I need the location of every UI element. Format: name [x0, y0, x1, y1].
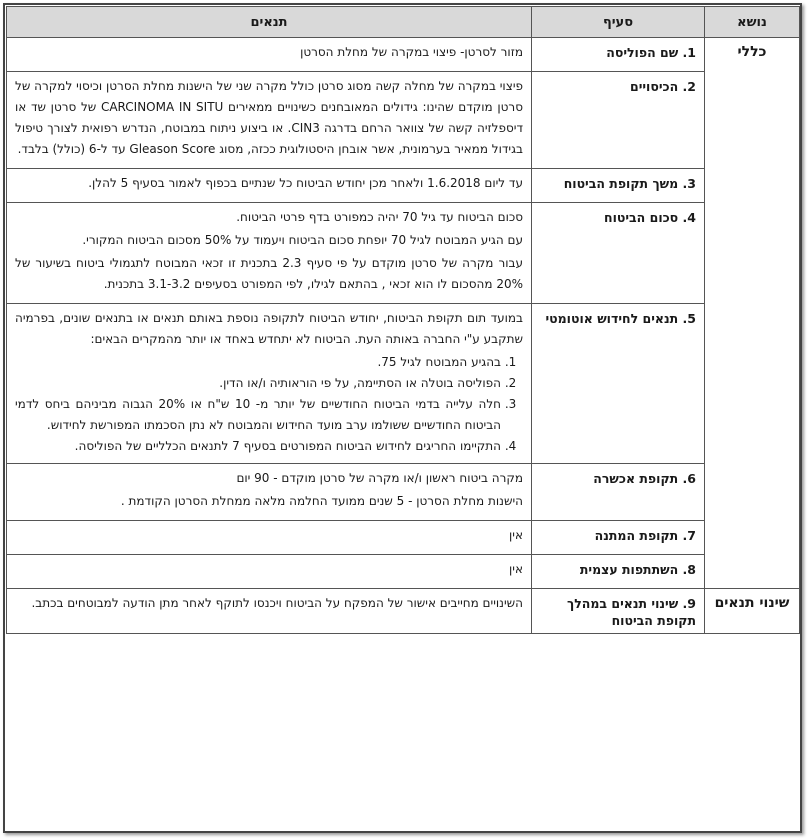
- conditions-text: מקרה ביטוח ראשון ו/או מקרה של סרטן מוקדם - 90 יום: [236, 471, 523, 485]
- conditions-cell: [7, 169, 532, 203]
- header-section: סעיף: [532, 7, 705, 38]
- conditions-text: עם הגיע המבוטח לגיל 70 יופחת סכום הביטוח ויעמוד על 50% מסכום הביטוח המקורי.: [82, 233, 523, 247]
- conditions-text: עבור מקרה של סרטן מוקדם על פי סעיף 2.3 בתכנית זו זכאי המבוטח לתגמולי ביטוח בשיעור של 20% מהסכום לו הוא זכאי , בהתאם לגילו, לפי המפורט בסעיפים 3.1-3.2 בתכנית.: [15, 256, 523, 291]
- table-row: [7, 203, 800, 304]
- conditions-text: פיצוי במקרה של מחלה קשה מסוג סרטן כולל מקרה שני של הישנות מחלת הסרטן וכיסוי למקרה של סרטן מוקדם שהינו: גידולים המאובחנים כשינויים ממאירים CARCINOMA IN SITU של סרטן שד או דיספלזיה קשה של צוואר הרחם בדרגה CIN3. או ביצוע ניתוח במבוטח, הנדרש רפואית לצורך טיפול בגידול ממאיר בערמונית, אשר אובחן היסטולוגית ככזה, מסוג Gleason Score עד ל-6 (כולל) בלבד.: [15, 79, 523, 156]
- conditions-text: אין: [509, 528, 523, 542]
- conditions-cell: [7, 521, 532, 555]
- section-label: 5. תנאים לחידוש אוטומטי: [532, 304, 705, 464]
- table-row: [7, 38, 800, 72]
- section-label: 9. שינוי תנאים במהלך תקופת הביטוח: [532, 589, 705, 634]
- list-item: 3. חלה עלייה בדמי הביטוח החודשיים של יותר מ- 10 ש"ח או 20% הגבוה מביניהם ביחס לדמי הביטוח החודשיים ששולמו ערב מועד החידוש והמבוטח לא נתן הסכמתו המפורשת לחידוש.: [15, 394, 501, 436]
- table-row: [7, 464, 800, 521]
- conditions-text: השינויים מחייבים אישור של המפקח על הביטוח ויכנסו לתוקף לאחר מתן הודעה למבוטחים בכתב.: [31, 596, 523, 610]
- renewal-exceptions-list: [15, 352, 523, 457]
- conditions-cell: [7, 38, 532, 72]
- conditions-text: הישנות מחלת הסרטן - 5 שנים ממועד החלמה מלאה ממחלת הסרטן הקודמת .: [120, 494, 523, 508]
- subject-general: כללי: [705, 38, 800, 589]
- list-item: 4. התקיימו החריגים לחידוש הביטוח המפורטים בסעיף 7 לתנאים הכלליים של הפוליסה.: [15, 436, 501, 457]
- conditions-text: סכום הביטוח עד גיל 70 יהיה כמפורט בדף פרטי הביטוח.: [236, 210, 523, 224]
- section-label: 4. סכום הביטוח: [532, 203, 705, 304]
- conditions-cell: [7, 589, 532, 634]
- conditions-cell: [7, 464, 532, 521]
- header-row: [7, 7, 800, 38]
- section-label: 7. תקופת המתנה: [532, 521, 705, 555]
- conditions-cell: [7, 203, 532, 304]
- subject-change-terms: שינוי תנאים: [705, 589, 800, 634]
- section-label: 8. השתתפות עצמית: [532, 555, 705, 589]
- table-row: [7, 304, 800, 464]
- table-row: [7, 72, 800, 169]
- list-item: 2. הפוליסה בוטלה או הסתיימה, על פי הוראותיה ו/או הדין.: [15, 373, 501, 394]
- conditions-cell: [7, 72, 532, 169]
- section-label: 3. משך תקופת הביטוח: [532, 169, 705, 203]
- table-row: [7, 555, 800, 589]
- conditions-text: במועד תום תקופת הביטוח, יחודש הביטוח לתקופה נוספת באותם תנאים או בתנאים שונים, בפרמיה שתקבע ע"י החברה באותה העת. הביטוח לא יתחדש באחד או יותר מהמקרים הבאים:: [15, 311, 523, 346]
- conditions-cell: [7, 304, 532, 464]
- policy-table: [6, 6, 800, 634]
- section-label: 1. שם הפוליסה: [532, 38, 705, 72]
- conditions-text: מזור לסרטן- פיצוי במקרה של מחלת הסרטן: [300, 45, 523, 59]
- header-conditions: תנאים: [7, 7, 532, 38]
- section-label: 6. תקופת אכשרה: [532, 464, 705, 521]
- table-row: [7, 169, 800, 203]
- conditions-text: אין: [509, 562, 523, 576]
- table-row: [7, 521, 800, 555]
- list-item: 1. בהגיע המבוטח לגיל 75.: [15, 352, 501, 373]
- header-subject: נושא: [705, 7, 800, 38]
- conditions-cell: [7, 555, 532, 589]
- table-row: [7, 589, 800, 634]
- conditions-text: עד ליום 1.6.2018 ולאחר מכן יחודש הביטוח כל שנתיים בכפוף לאמור בסעיף 5 להלן.: [88, 176, 523, 190]
- section-label: 2. הכיסויים: [532, 72, 705, 169]
